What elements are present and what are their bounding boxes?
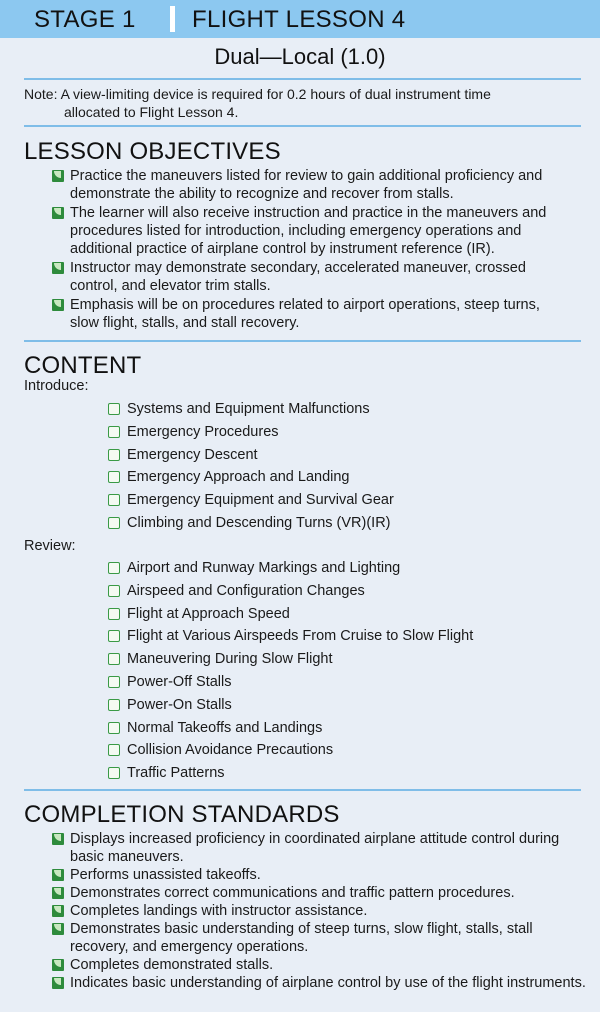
review-label: Review: [24,538,76,554]
checkbox-icon [108,585,120,597]
list-item [108,718,568,741]
list-item [108,445,568,468]
list-item [108,649,568,672]
standard-item [52,866,592,884]
list-item [108,558,568,581]
checkbox-icon [108,608,120,620]
objective-item [52,167,572,203]
checkbox-icon [108,426,120,438]
standard-text: Performs unassisted takeoffs. [70,867,261,883]
list-item-text: Traffic Patterns [127,765,225,782]
checkbox-icon [108,722,120,734]
standard-item [52,974,592,992]
divider-rule [24,78,581,80]
checkbox-icon [108,494,120,506]
checkbox-icon [108,744,120,756]
stage-label: STAGE 1 [34,6,136,33]
lesson-title: FLIGHT LESSON 4 [192,6,406,33]
standard-text: Demonstrates correct communications and traffic pattern procedures. [70,885,515,901]
list-item [108,399,568,422]
objectives-list [52,167,572,333]
standard-text: Displays increased proficiency in coordinated airplane attitude control during basic maneuvers. [70,831,560,865]
list-item [108,490,568,513]
standard-text: Completes landings with instructor assistance. [70,903,368,919]
list-item-text: Emergency Equipment and Survival Gear [127,492,394,509]
content-heading: CONTENT [24,352,142,379]
list-item [108,604,568,627]
list-item-text: Flight at Various Airspeeds From Cruise to Slow Flight [127,628,474,645]
list-item [108,695,568,718]
standards-heading: COMPLETION STANDARDS [24,801,340,828]
divider-rule [24,340,581,342]
objective-text: Instructor may demonstrate secondary, accelerated maneuver, crossed control, and elevator trim stalls. [70,260,526,294]
objective-item [52,204,572,258]
standard-item [52,830,592,866]
list-item-text: Flight at Approach Speed [127,605,290,622]
list-item-text: Power-On Stalls [127,696,232,713]
checkmark-icon [52,170,64,182]
list-item-text: Normal Takeoffs and Landings [127,719,323,736]
standard-item [52,902,592,920]
list-item-text: Emergency Approach and Landing [127,469,350,486]
standard-item [52,956,592,974]
list-item-text: Maneuvering During Slow Flight [127,651,333,668]
checkmark-icon [52,869,64,881]
list-item-text: Collision Avoidance Precautions [127,742,334,759]
standard-item [52,920,592,956]
checkbox-icon [108,630,120,642]
checkmark-icon [52,959,64,971]
checkbox-icon [108,562,120,574]
review-list [108,558,568,786]
checkbox-icon [108,653,120,665]
list-item-text: Power-Off Stalls [127,673,232,690]
introduce-list [108,399,568,536]
standard-text: Completes demonstrated stalls. [70,957,274,973]
objective-text: Emphasis will be on procedures related to airport operations, steep turns, slow flight, stalls, and stall recovery. [70,297,540,331]
list-item-text: Systems and Equipment Malfunctions [127,401,370,417]
checkbox-icon [108,699,120,711]
standards-list [52,830,592,992]
standard-text: Indicates basic understanding of airplane control by use of the flight instruments. [70,975,586,991]
list-item [108,467,568,490]
note-line-1: Note: A view-limiting device is required for 0.2 hours of dual instrument time [24,86,491,102]
checkmark-icon [52,887,64,899]
checkmark-icon [52,262,64,274]
lesson-subtitle: Dual—Local (1.0) [214,44,386,69]
list-item [108,672,568,695]
header-divider [170,6,175,32]
list-item [108,763,568,786]
list-item-text: Airspeed and Configuration Changes [127,582,365,599]
checkmark-icon [52,905,64,917]
checkmark-icon [52,923,64,935]
objective-item [52,296,572,332]
objective-item [52,259,572,295]
list-item [108,740,568,763]
checkbox-icon [108,517,120,529]
introduce-label: Introduce: [24,378,89,394]
standard-text: Demonstrates basic understanding of steep turns, slow flight, stalls, stall recovery, and emergency operations. [70,921,533,955]
divider-rule [24,789,581,791]
list-item [108,513,568,536]
objective-text: The learner will also receive instruction and practice in the maneuvers and procedures listed for introduction, including emergency operations and additional practice of airplane control by instrument reference (IR). [70,205,547,257]
objective-text: Practice the maneuvers listed for review to gain additional proficiency and demonstrate the ability to recognize and recover from stalls. [70,168,543,202]
list-item [108,422,568,445]
objectives-heading: LESSON OBJECTIVES [24,138,281,165]
list-item-text: Emergency Descent [127,446,258,463]
checkmark-icon [52,833,64,845]
checkbox-icon [108,471,120,483]
checkmark-icon [52,207,64,219]
checkbox-icon [108,767,120,779]
checkmark-icon [52,977,64,989]
list-item-text: Airport and Runway Markings and Lighting [127,560,401,576]
checkbox-icon [108,449,120,461]
checkmark-icon [52,299,64,311]
divider-rule [24,125,581,127]
list-item [108,581,568,604]
checkbox-icon [108,676,120,688]
standard-item [52,884,592,902]
list-item-text: Emergency Procedures [127,423,279,440]
list-item-text: Climbing and Descending Turns (VR)(IR) [127,514,391,531]
list-item [108,626,568,649]
checkbox-icon [108,403,120,415]
note-line-2: allocated to Flight Lesson 4. [64,104,239,120]
